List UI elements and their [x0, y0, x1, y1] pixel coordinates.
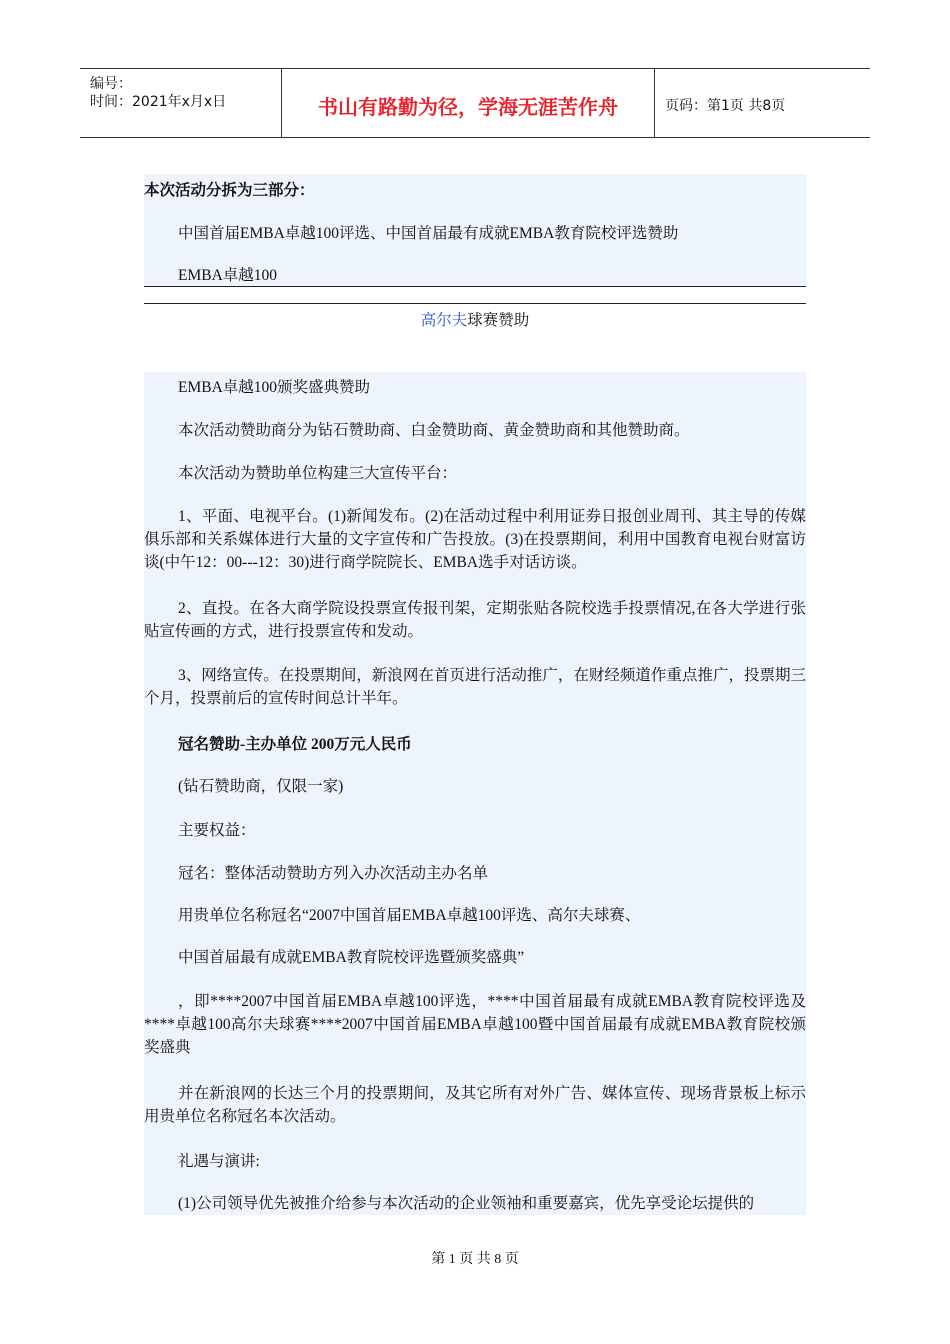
centered-paragraph [144, 309, 806, 332]
paragraph: 中国首届最有成就EMBA教育院校评选暨颁奖盛典” [178, 949, 525, 966]
section-heading: 本次活动分拆为三部分： [144, 182, 315, 199]
paragraph: 并在新浪网的长达三个月的投票期间，及其它所有对外广告、媒体宣传、现场背景板上标示用贵单位名称冠名本次活动。 [144, 1085, 806, 1125]
paragraph: 1、平面、电视平台。(1)新闻发布。(2)在活动过程中利用证券日报创业周刊、其主导的传媒俱乐部和关系媒体进行大量的文字宣传和广告投放。(3)在投票期间，利用中国教育电视台财富访谈(中午12：00---12：30)进行商学院院长、EMBA选手对话访谈。 [144, 508, 806, 571]
paragraph: 2、直投。在各大商学院设投票宣传报刊架，定期张贴各院校选手投票情况,在各大学进行张贴宣传画的方式，进行投票宣传和发动。 [144, 600, 806, 640]
paragraph: 用贵单位名称冠名“2007中国首届EMBA卓越100评选、高尔夫球赛、 [178, 907, 641, 924]
paragraph: 礼遇与演讲: [178, 1153, 260, 1170]
paragraph: 3、网络宣传。在投票期间，新浪网在首页进行活动推广，在财经频道作重点推广，投票期三个月，投票前后的宣传时间总计半年。 [144, 667, 806, 707]
paragraph: (1)公司领导优先被推介给参与本次活动的企业领袖和重要嘉宾，优先享受论坛提供的 [178, 1195, 755, 1212]
header-page-cell [655, 69, 870, 137]
number-label: 编号： [90, 76, 132, 92]
header-info-cell [80, 69, 282, 137]
motto-text: 书山有路勤为径，学海无涯苦作舟 [318, 95, 618, 119]
header-table [80, 68, 870, 138]
time-label: 时间：2021年x月x日 [90, 94, 227, 110]
sponsor-heading: 冠名赞助-主办单位 200万元人民币 [178, 736, 412, 753]
paragraph: 中国首届EMBA卓越100评选、中国首届最有成就EMBA教育院校评选赞助 [178, 225, 679, 242]
divider-bottom [144, 303, 806, 304]
paragraph: EMBA卓越100 [178, 267, 278, 284]
paragraph: 主要权益： [178, 822, 256, 839]
header-motto-cell [282, 69, 655, 137]
paragraph: EMBA卓越100颁奖盛典赞助 [178, 379, 371, 396]
paragraph: 冠名：整体活动赞助方列入办次活动主办名单 [178, 865, 489, 882]
paragraph: (钻石赞助商，仅限一家) [178, 778, 344, 795]
page-footer: 第 1 页 共 8 页 [431, 1252, 519, 1267]
paragraph: 本次活动赞助商分为钻石赞助商、白金赞助商、黄金赞助商和其他赞助商。 [178, 422, 690, 439]
golf-link-text: 高尔夫 [420, 312, 468, 329]
paragraph: 本次活动为赞助单位构建三大宣传平台： [178, 465, 458, 482]
page-label: 页码：第1页 共8页 [665, 98, 786, 114]
paragraph: ，即****2007中国首届EMBA卓越100评选，****中国首届最有成就EMBA教育院校评选及****卓越100高尔夫球赛****2007中国首届EMBA卓越100暨中国首届最有成就EMBA教育院校颁奖盛典 [144, 993, 806, 1056]
golf-rest-text: 球赛赞助 [467, 312, 530, 329]
